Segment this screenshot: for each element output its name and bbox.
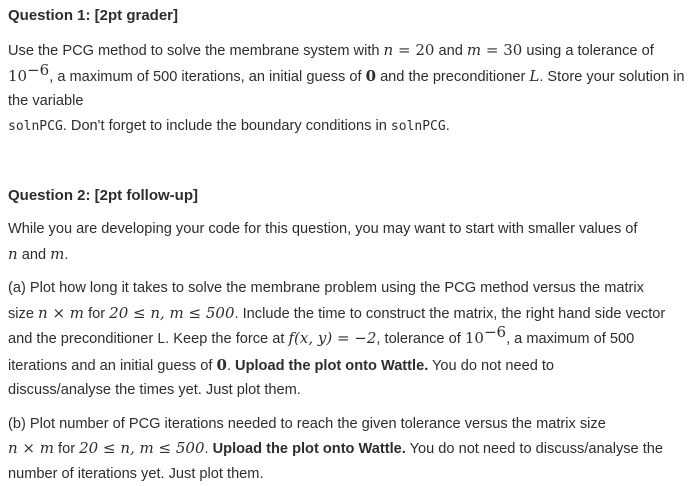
question-2-part-b: (b) Plot number of PCG iterations needed to reach the given tolerance versus the matrix size n × m for 20 ≤ n, m ≤ 500. Upload the plot onto Wattle. You do not need to discuss/analyse the number of iterations yet. Just plot them. [8,412,692,486]
upload-instruction-a: Upload the plot onto Wattle. [235,358,428,374]
question-1-body: Use the PCG method to solve the membrane system with n = 20 and m = 30 using a tolerance of $10^{-6}$, a maximum of 500 iterations, an initial guess of 0 and the preconditioner L. Store your solution in the variable solnPCG. Don't forget to include the boundary conditions in solnPCG. [8,38,692,139]
solution-variable-code-2: solnPCG [391,119,446,134]
question-2-part-a: (a) Plot how long it takes to solve the membrane problem using the PCG method versus the matrix size n × m for 20 ≤ n, m ≤ 500. Include the time to construct the matrix, the right hand side vector and the preconditioner L. Keep the force at f(x, y) = −2, tolerance of $10^{-6}$, a maximum of 500 iterations and an initial guess of 0. Upload the plot onto Wattle. You do not need to discuss/analyse the times yet. Just plot them. [8,276,692,403]
question-2-heading: Question 2: [2pt follow-up] [8,185,692,207]
upload-instruction-b: Upload the plot onto Wattle. [213,441,406,457]
question-2-intro: While you are developing your code for this question, you may want to start with smaller values of n and m. [8,217,692,267]
question-1-heading: Question 1: [2pt grader] [8,5,692,27]
solution-variable-code: solnPCG [8,119,63,134]
